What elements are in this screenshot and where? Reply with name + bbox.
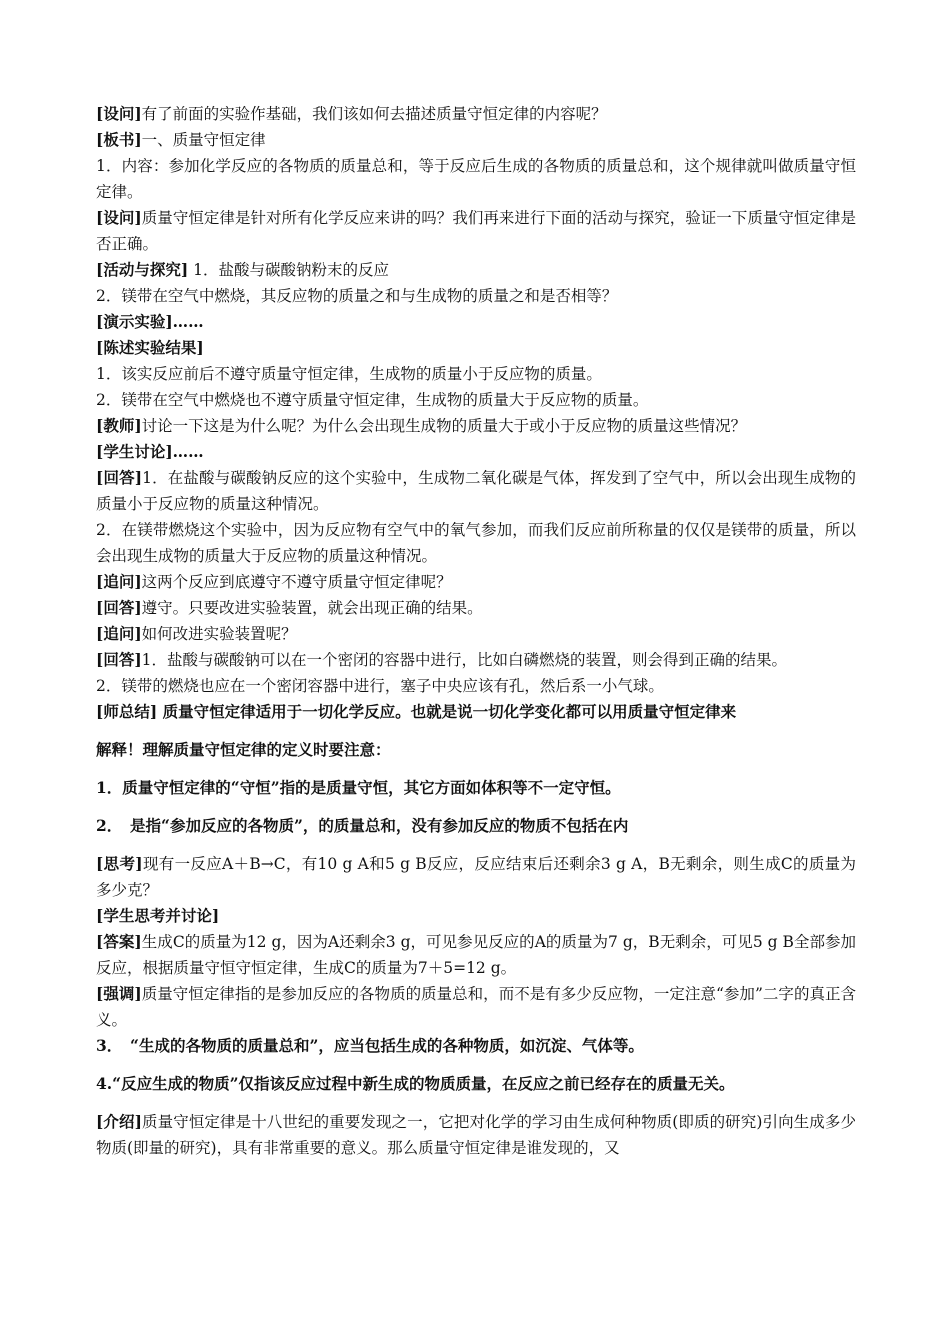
paragraph [96, 517, 856, 569]
paragraph [96, 101, 856, 127]
paragraph [96, 387, 856, 413]
summary-line [96, 737, 856, 763]
note-point [96, 1071, 856, 1097]
note-point [96, 1033, 856, 1059]
paragraph-text: 质量守恒定律适用于一切化学反应。也就是说一切化学变化都可以用质量守恒定律来 [157, 702, 737, 721]
paragraph [96, 439, 856, 465]
paragraph [96, 851, 856, 903]
paragraph [96, 647, 856, 673]
section-tag: [学生思考并讨论] [96, 906, 220, 925]
section-tag: [强调] [96, 984, 142, 1003]
paragraph [96, 127, 856, 153]
paragraph-text: 解释！理解质量守恒定律的定义时要注意： [96, 740, 391, 759]
paragraph [96, 595, 856, 621]
section-tag: [学生讨论]…… [96, 442, 204, 461]
paragraph [96, 283, 856, 309]
paragraph [96, 153, 856, 205]
paragraph-text: 一、质量守恒定律 [141, 131, 266, 149]
section-tag: [活动与探究] [96, 260, 189, 279]
paragraph [96, 569, 856, 595]
paragraph-text: 1．盐酸与碳酸钠可以在一个密闭的容器中进行，比如白磷燃烧的装置，则会得到正确的结果。 [141, 651, 788, 669]
section-tag: [演示实验]…… [96, 312, 204, 331]
paragraph-text: 如何改进实验装置呢？ [141, 625, 297, 643]
paragraph [96, 981, 856, 1033]
document-body [96, 101, 856, 1161]
section-tag: [介绍] [96, 1112, 142, 1131]
section-tag: [追问] [96, 624, 142, 643]
section-tag: [回答] [96, 468, 143, 487]
section-tag: [板书] [96, 130, 142, 149]
paragraph-text: 讨论一下这是为什么呢？为什么会出现生成物的质量大于或小于反应物的质量这些情况？ [141, 417, 747, 435]
note-point [96, 813, 856, 839]
paragraph [96, 205, 856, 257]
section-tag: [师总结] [96, 702, 158, 721]
section-tag: [答案] [96, 932, 142, 951]
paragraph-text: 这两个反应到底遵守不遵守质量守恒定律呢？ [141, 573, 452, 591]
paragraph-text: 1．该实反应前后不遵守质量守恒定律，生成物的质量小于反应物的质量。 [96, 365, 602, 383]
paragraph [96, 361, 856, 387]
paragraph-text: 2．镁带的燃烧也应在一个密闭容器中进行，塞子中央应该有孔，然后系一小气球。 [96, 677, 664, 695]
paragraph [96, 621, 856, 647]
paragraph [96, 309, 856, 335]
paragraph-text: 2． 是指“参加反应的各物质”，的质量总和，没有参加反应的物质不包括在内 [96, 816, 629, 835]
section-tag: [追问] [96, 572, 142, 591]
summary-line [96, 699, 856, 725]
paragraph-text: 1．质量守恒定律的“守恒”指的是质量守恒，其它方面如体积等不一定守恒。 [96, 778, 621, 797]
paragraph-text: 质量守恒定律是十八世纪的重要发现之一，它把对化学的学习由生成何种物质(即质的研究)引向生成多少物质(即量的研究)，具有非常重要的意义。那么质量守恒定律是谁发现的，又 [96, 1113, 856, 1157]
paragraph-text: 1．在盐酸与碳酸钠反应的这个实验中，生成物二氧化碳是气体，挥发到了空气中，所以会出现生成物的质量小于反应物的质量这种情况。 [96, 469, 856, 513]
section-tag: [回答] [96, 598, 142, 617]
paragraph [96, 465, 856, 517]
paragraph [96, 413, 856, 439]
section-tag: [教师] [96, 416, 142, 435]
section-tag: [回答] [96, 650, 142, 669]
paragraph [96, 903, 856, 929]
paragraph [96, 929, 856, 981]
paragraph-text: 遵守。只要改进实验装置，就会出现正确的结果。 [141, 599, 483, 617]
section-tag: [陈述实验结果] [96, 338, 204, 357]
paragraph-text: 1．盐酸与碳酸钠粉末的反应 [188, 261, 389, 279]
paragraph-text: 2．镁带在空气中燃烧也不遵守质量守恒定律，生成物的质量大于反应物的质量。 [96, 391, 649, 409]
paragraph-text: 3． “生成的各物质的质量总和”，应当包括生成的各种物质，如沉淀、气体等。 [96, 1036, 644, 1055]
section-tag: [设问] [96, 208, 142, 227]
paragraph-text: 质量守恒定律指的是参加反应的各物质的质量总和，而不是有多少反应物，一定注意“参加”二字的真正含义。 [96, 985, 856, 1029]
paragraph [96, 673, 856, 699]
paragraph-text: 1．内容：参加化学反应的各物质的质量总和，等于反应后生成的各物质的质量总和，这个规律就叫做质量守恒定律。 [96, 157, 856, 201]
paragraph-text: 现有一反应A＋B→C，有10 g A和5 g B反应，反应结束后还剩余3 g A，B无剩余，则生成C的质量为多少克？ [96, 855, 856, 899]
paragraph-text: 有了前面的实验作基础，我们该如何去描述质量守恒定律的内容呢？ [141, 105, 607, 123]
section-tag: [设问] [96, 104, 142, 123]
paragraph-text: 质量守恒定律是针对所有化学反应来讲的吗？我们再来进行下面的活动与探究，验证一下质量守恒定律是否正确。 [96, 209, 856, 253]
paragraph-text: 2．在镁带燃烧这个实验中，因为反应物有空气中的氧气参加，而我们反应前所称量的仅仅是镁带的质量，所以会出现生成物的质量大于反应物的质量这种情况。 [96, 521, 856, 565]
paragraph [96, 257, 856, 283]
note-point [96, 775, 856, 801]
paragraph-text: 生成C的质量为12 g，因为A还剩余3 g，可见参见反应的A的质量为7 g，B无剩余，可见5 g B全部参加反应，根据质量守恒守恒定律，生成C的质量为7＋5=12 g。 [96, 933, 856, 977]
paragraph-text: 2．镁带在空气中燃烧，其反应物的质量之和与生成物的质量之和是否相等？ [96, 287, 618, 305]
paragraph [96, 1109, 856, 1161]
paragraph-text: 4.“反应生成的物质”仅指该反应过程中新生成的物质质量，在反应之前已经存在的质量无关。 [96, 1074, 735, 1093]
paragraph [96, 335, 856, 361]
section-tag: [思考] [96, 854, 143, 873]
